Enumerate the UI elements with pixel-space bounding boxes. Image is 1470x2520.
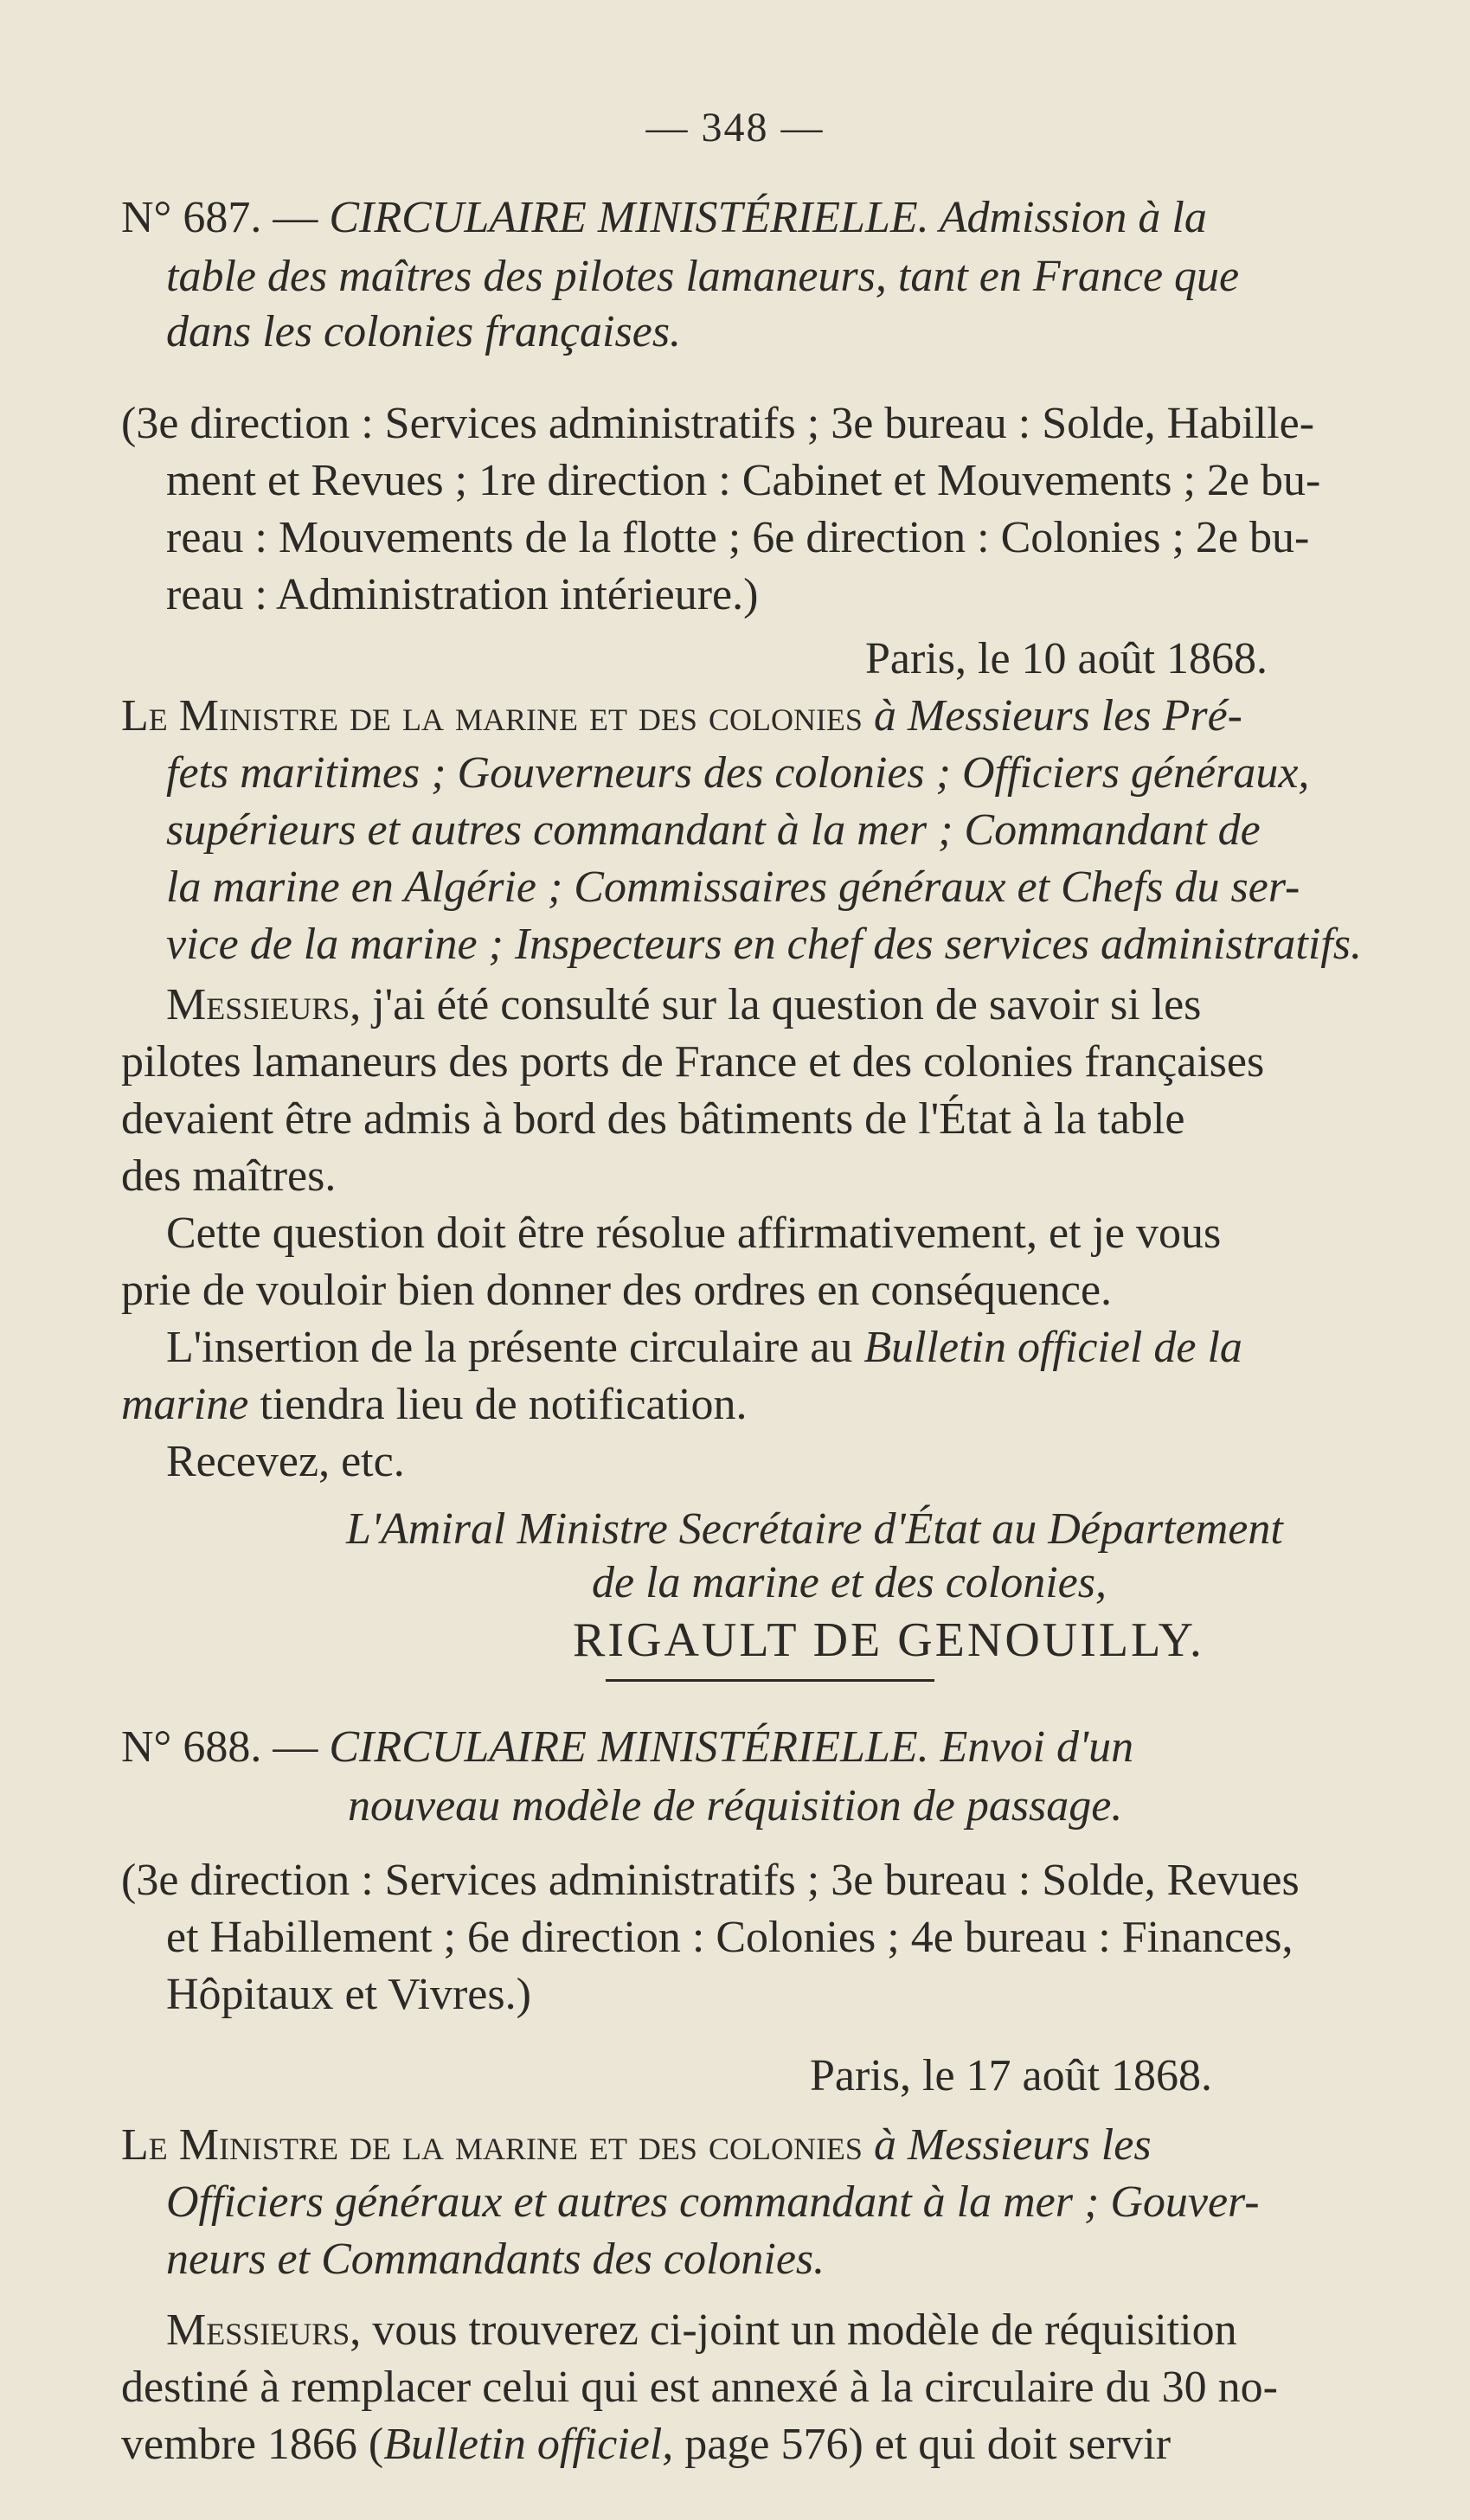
circ688-body-start: vous trouverez ci-joint un modèle de réquisition xyxy=(361,2305,1237,2355)
circ687-body-line-6: prie de vouloir bien donner des ordres en conséquence. xyxy=(121,1266,1113,1315)
circ688-number: N° 688. xyxy=(121,1722,262,1772)
circ687-body-line-7 xyxy=(166,1322,1242,1374)
circ687-address-start: à Messieurs les Pré- xyxy=(862,691,1242,741)
circ688-bulletin-ref: Bulletin officiel, xyxy=(383,2420,674,2469)
circ687-heading-line-2: table des maîtres des pilotes lamaneurs, tant en France que xyxy=(166,252,1240,301)
circ687-closing: Recevez, etc. xyxy=(166,1437,405,1486)
circ687-title: CIRCULAIRE MINISTÉRIELLE. xyxy=(329,193,929,242)
circ688-minister: Le Ministre de la marine et des colonies xyxy=(121,2120,863,2170)
circ687-number: N° 687. xyxy=(121,193,262,242)
circ687-minister: Le Ministre de la marine et des colonies xyxy=(121,691,863,741)
circ687-heading-line-1 xyxy=(121,192,1207,244)
circ688-subject-start: Envoi d'un xyxy=(928,1722,1134,1772)
circ688-salutation: Messieurs, xyxy=(166,2305,362,2355)
circ688-body-line-2: destiné à remplacer celui qui est annexé à la circulaire du 30 no- xyxy=(121,2363,1278,2412)
circ688-body-line-1 xyxy=(166,2305,1237,2356)
circ687-bulletin-ref: Bulletin officiel de la xyxy=(863,1323,1242,1372)
circ688-address-line-1 xyxy=(121,2119,1152,2171)
circ688-address-line-2: Officiers généraux et autres commandant à la mer ; Gouver- xyxy=(166,2177,1260,2227)
circ688-address-start: à Messieurs les xyxy=(862,2120,1152,2170)
circ687-directions-2: ment et Revues ; 1re direction : Cabinet et Mouvements ; 2e bu- xyxy=(166,456,1321,505)
circ687-body-line-4: des maîtres. xyxy=(121,1151,337,1201)
circ688-page-ref: page 576) et qui doit servir xyxy=(673,2420,1172,2469)
circ687-body-line-1 xyxy=(166,979,1201,1031)
circ688-title: CIRCULAIRE MINISTÉRIELLE. xyxy=(329,1722,929,1772)
circ687-signature-title-2: de la marine et des colonies, xyxy=(592,1558,1107,1607)
circ687-subject-start: Admission à la xyxy=(928,193,1207,242)
circ687-body-line-8 xyxy=(121,1379,747,1431)
circ688-directions-1: (3e direction : Services administratifs ; 3e bureau : Solde, Revues xyxy=(121,1856,1300,1905)
circ687-heading-line-3: dans les colonies françaises. xyxy=(166,307,682,356)
circ687-marine-word: marine xyxy=(121,1380,249,1429)
circ687-date: Paris, le 10 août 1868. xyxy=(865,634,1268,683)
circ688-address-line-3: neurs et Commandants des colonies. xyxy=(166,2235,825,2284)
circ688-date: Paris, le 17 août 1868. xyxy=(810,2051,1213,2100)
circ687-directions-1: (3e direction : Services administratifs ; 3e bureau : Solde, Habille- xyxy=(121,399,1315,448)
circ688-date-ref: vembre 1866 ( xyxy=(121,2420,384,2469)
circ687-address-line-4: la marine en Algérie ; Commissaires généraux et Chefs du ser- xyxy=(166,862,1300,912)
circ687-dash: — xyxy=(261,193,330,242)
circ687-salutation: Messieurs, xyxy=(166,980,362,1029)
circ687-body-line-3: devaient être admis à bord des bâtiments de l'État à la table xyxy=(121,1094,1185,1144)
circ688-heading-line-2: nouveau modèle de réquisition de passage. xyxy=(348,1781,1123,1831)
circ687-insertion-text: L'insertion de la présente circulaire au xyxy=(166,1323,864,1372)
circ687-address-line-1 xyxy=(121,690,1242,742)
circ687-address-line-3: supérieurs et autres commandant à la mer ; Commandant de xyxy=(166,805,1261,855)
circ687-body-line-5: Cette question doit être résolue affirmativement, et je vous xyxy=(166,1209,1222,1258)
circ687-notification-text: tiendra lieu de notification. xyxy=(248,1380,748,1429)
circ687-body-line-2: pilotes lamaneurs des ports de France et des colonies françaises xyxy=(121,1037,1265,1087)
circ688-directions-2: et Habillement ; 6e direction : Colonies ; 4e bureau : Finances, xyxy=(166,1913,1293,1962)
page-number: — 348 — xyxy=(645,105,825,151)
circ687-address-line-5: vice de la marine ; Inspecteurs en chef des services administratifs. xyxy=(166,920,1362,969)
circ687-body-start: j'ai été consulté sur la question de savoir si les xyxy=(361,980,1202,1029)
circ688-heading-line-1 xyxy=(121,1722,1133,1773)
circ688-directions-3: Hôpitaux et Vivres.) xyxy=(166,1970,531,2019)
circ687-directions-4: reau : Administration intérieure.) xyxy=(166,570,759,619)
circ688-dash: — xyxy=(261,1722,330,1772)
section-divider xyxy=(606,1679,934,1682)
circ687-directions-3: reau : Mouvements de la flotte ; 6e direction : Colonies ; 2e bu- xyxy=(166,513,1310,562)
circ687-signature-name: RIGAULT DE GENOUILLY. xyxy=(573,1613,1204,1667)
circ687-signature-title-1: L'Amiral Ministre Secrétaire d'État au Département xyxy=(346,1504,1283,1554)
circ687-address-line-2: fets maritimes ; Gouverneurs des colonies ; Officiers généraux, xyxy=(166,748,1310,798)
circ688-body-line-3 xyxy=(121,2419,1171,2471)
